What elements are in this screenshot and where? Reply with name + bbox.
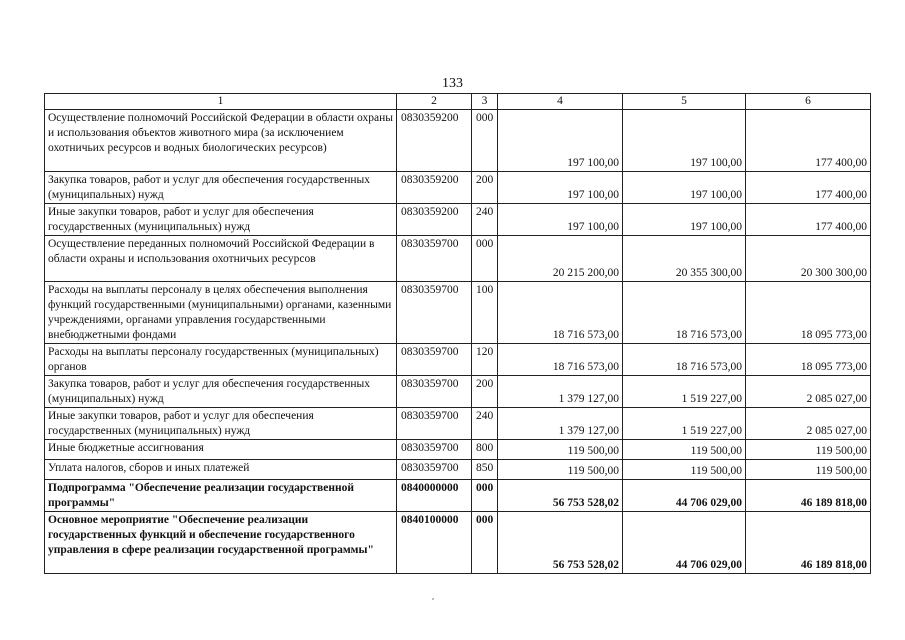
- row-value-col6: 119 500,00: [746, 440, 871, 460]
- row-expense-type: 200: [472, 172, 498, 204]
- row-value-col5: 18 716 573,00: [623, 282, 746, 344]
- row-value-col4: 119 500,00: [498, 460, 623, 480]
- table-row: [45, 236, 871, 282]
- row-value-col5: 119 500,00: [623, 460, 746, 480]
- row-value-col6: 177 400,00: [746, 172, 871, 204]
- row-expense-type: 000: [472, 110, 498, 172]
- row-value-col6: 46 189 818,00: [746, 512, 871, 574]
- row-value-col4: 197 100,00: [498, 204, 623, 236]
- row-value-col5: 44 706 029,00: [623, 512, 746, 574]
- row-target-code: 0830359700: [397, 440, 472, 460]
- table-row: [45, 344, 871, 376]
- row-target-code: 0830359700: [397, 408, 472, 440]
- row-name: Иные закупки товаров, работ и услуг для обеспечения государственных (муниципальных) нужд: [45, 204, 397, 236]
- row-target-code: 0830359200: [397, 110, 472, 172]
- row-target-code: 0840100000: [397, 512, 472, 574]
- row-value-col4: 119 500,00: [498, 440, 623, 460]
- row-target-code: 0840000000: [397, 480, 472, 512]
- row-target-code: 0830359700: [397, 282, 472, 344]
- row-value-col4: 1 379 127,00: [498, 408, 623, 440]
- row-value-col6: 18 095 773,00: [746, 282, 871, 344]
- row-value-col5: 44 706 029,00: [623, 480, 746, 512]
- row-target-code: 0830359700: [397, 344, 472, 376]
- row-target-code: 0830359200: [397, 204, 472, 236]
- row-value-col6: 46 189 818,00: [746, 480, 871, 512]
- table-row: [45, 480, 871, 512]
- row-target-code: 0830359700: [397, 236, 472, 282]
- column-header-4: 4: [498, 94, 623, 110]
- row-value-col6: 2 085 027,00: [746, 408, 871, 440]
- row-value-col4: 197 100,00: [498, 110, 623, 172]
- row-value-col4: 197 100,00: [498, 172, 623, 204]
- row-value-col5: 18 716 573,00: [623, 344, 746, 376]
- row-name: Расходы на выплаты персоналу государственных (муниципальных) органов: [45, 344, 397, 376]
- row-expense-type: 120: [472, 344, 498, 376]
- column-header-2: 2: [397, 94, 472, 110]
- row-target-code: 0830359700: [397, 460, 472, 480]
- column-header-6: 6: [746, 94, 871, 110]
- row-value-col4: 18 716 573,00: [498, 282, 623, 344]
- row-value-col4: 56 753 528,02: [498, 480, 623, 512]
- table-header-row: [45, 94, 871, 110]
- row-value-col5: 1 519 227,00: [623, 408, 746, 440]
- row-name: Закупка товаров, работ и услуг для обеспечения государственных (муниципальных) нужд: [45, 172, 397, 204]
- row-value-col4: 20 215 200,00: [498, 236, 623, 282]
- row-value-col4: 18 716 573,00: [498, 344, 623, 376]
- row-target-code: 0830359200: [397, 172, 472, 204]
- page-number: 133: [442, 76, 463, 91]
- row-value-col6: 177 400,00: [746, 204, 871, 236]
- row-name: Расходы на выплаты персоналу в целях обеспечения выполнения функций государственными (муниципальными) органами, казенными учреждениями, органами управления государственными внебюджетными фондами: [45, 282, 397, 344]
- row-expense-type: 100: [472, 282, 498, 344]
- row-value-col5: 197 100,00: [623, 110, 746, 172]
- row-value-col6: 2 085 027,00: [746, 376, 871, 408]
- row-value-col4: 56 753 528,02: [498, 512, 623, 574]
- row-name: Закупка товаров, работ и услуг для обеспечения государственных (муниципальных) нужд: [45, 376, 397, 408]
- table-row: [45, 512, 871, 574]
- row-expense-type: 800: [472, 440, 498, 460]
- row-expense-type: 000: [472, 236, 498, 282]
- row-expense-type: 240: [472, 204, 498, 236]
- row-expense-type: 200: [472, 376, 498, 408]
- row-value-col5: 197 100,00: [623, 172, 746, 204]
- row-value-col6: 119 500,00: [746, 460, 871, 480]
- table-row: [45, 204, 871, 236]
- row-name: Иные бюджетные ассигнования: [45, 440, 397, 460]
- table-row: [45, 110, 871, 172]
- row-value-col4: 1 379 127,00: [498, 376, 623, 408]
- row-expense-type: 240: [472, 408, 498, 440]
- row-value-col6: 177 400,00: [746, 110, 871, 172]
- row-name: Осуществление полномочий Российской Федерации в области охраны и использования объектов животного мира (за исключением охотничьих ресурсов и водных биологических ресурсов): [45, 110, 397, 172]
- table-row: [45, 440, 871, 460]
- column-header-1: 1: [45, 94, 397, 110]
- row-value-col5: 197 100,00: [623, 204, 746, 236]
- budget-table: [44, 93, 871, 574]
- row-expense-type: 850: [472, 460, 498, 480]
- table-row: [45, 408, 871, 440]
- column-header-3: 3: [472, 94, 498, 110]
- row-expense-type: 000: [472, 512, 498, 574]
- scan-dot: [432, 598, 434, 600]
- row-value-col5: 20 355 300,00: [623, 236, 746, 282]
- row-name: Иные закупки товаров, работ и услуг для обеспечения государственных (муниципальных) нужд: [45, 408, 397, 440]
- row-name: Уплата налогов, сборов и иных платежей: [45, 460, 397, 480]
- table-row: [45, 376, 871, 408]
- row-value-col6: 18 095 773,00: [746, 344, 871, 376]
- row-target-code: 0830359700: [397, 376, 472, 408]
- row-name: Осуществление переданных полномочий Российской Федерации в области охраны и использования охотничьих ресурсов: [45, 236, 397, 282]
- row-expense-type: 000: [472, 480, 498, 512]
- table-row: [45, 460, 871, 480]
- column-header-5: 5: [623, 94, 746, 110]
- row-value-col6: 20 300 300,00: [746, 236, 871, 282]
- table-row: [45, 282, 871, 344]
- row-value-col5: 119 500,00: [623, 440, 746, 460]
- table-row: [45, 172, 871, 204]
- row-value-col5: 1 519 227,00: [623, 376, 746, 408]
- row-name: Основное мероприятие "Обеспечение реализации государственных функций и обеспечение государственного управления в сфере реализации государственной программы": [45, 512, 397, 574]
- row-name: Подпрограмма "Обеспечение реализации государственной программы": [45, 480, 397, 512]
